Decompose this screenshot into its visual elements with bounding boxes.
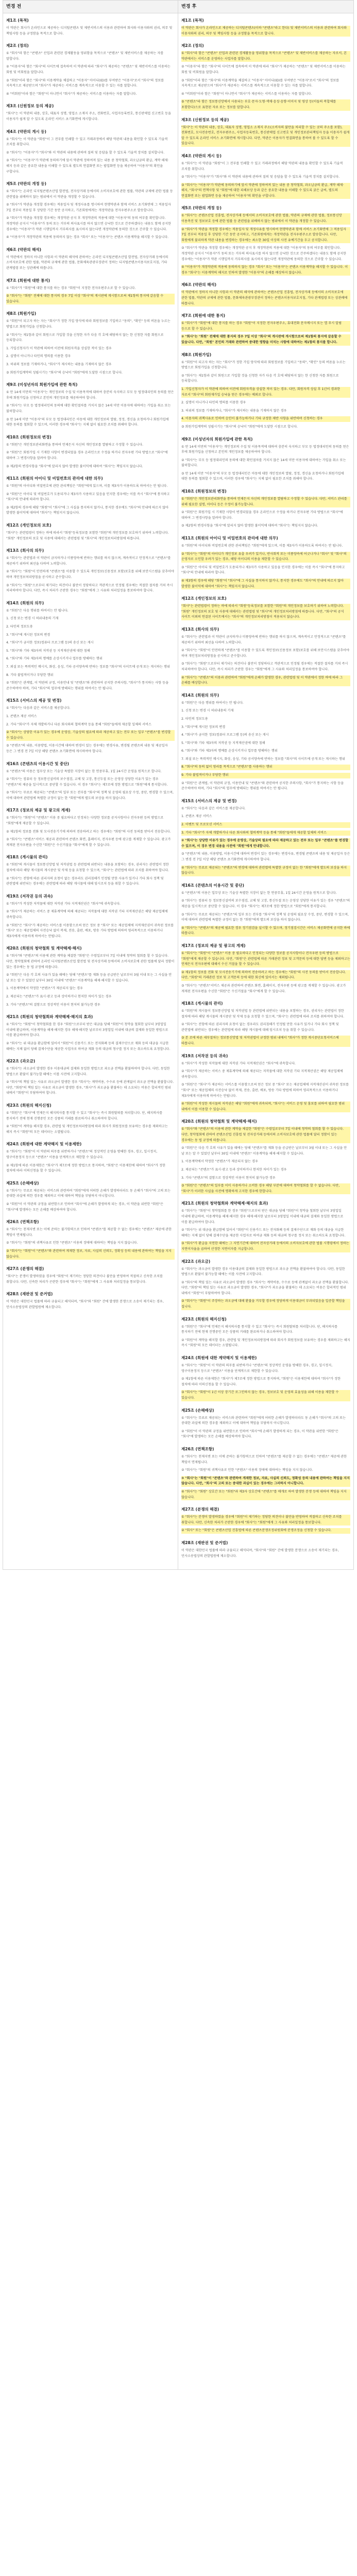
clause: ② 제1항에 따른 이용제한은 "회사"가 제7조에 정한 방법으로 통지하며, "회원"은 이용제한에 대하여 "회사"가 정한 절차에 따라 이의신청을 할 수 있습니다. [181, 1377, 341, 1386]
clause: "회사"는 관련법령이 정하는 바에 따라서 "회원"등록정보를 포함한 "회원"의 개인정보를 보호하기 위하여 노력합니다. "회원" 개인정보의 보호 및 사용에 대해서는 관련법령 및 "회사"의 개인정보처리방침에 따릅니다. [6, 531, 169, 540]
article-title: 제5조 (약관의 개정 등) [181, 206, 222, 211]
article-title: 제27조 (분쟁의 해결) [6, 1266, 44, 1272]
clause: 7. 외설 또는 폭력적인 메시지, 화상, 음성, 기타 공서양속에 반하는 정보를 "회사"의 사이트에 공개 또는 게시하는 행위 [181, 757, 345, 761]
changed-clause: ④ "회사"는 무료로 제공되는 "콘텐츠"의 변경에 대하여 관련법에 특별한 규정이 없는 한 "회원"에게 별도의 보상을 하지 않습니다. [181, 866, 350, 876]
article [6, 1219, 175, 1260]
changed-clause: ① "회사"는 분쟁이 발생하였을 경우에 "회원"이 제기하는 정당한 의견이나 불만을 반영하여 적절하고 신속한 조치를 취합니다. 다만, 신속한 처리가 곤란한 경우에 "회사"는 "회원"에게 그 사유와 처리일정을 통보합니다. [181, 1515, 350, 1526]
clause: ② "회원"은 다음 각 호의 사유가 있을 때에는 당해 "콘텐츠"를 재화 등을 공급받은 날로부터 3월 이내 또는 그 사실을 안 날 또는 알 수 있었던 날부터 30일 이내에 "콘텐츠" 이용계약을 해제·해지할 수 있습니다. [6, 973, 172, 982]
article-title: 제23조 (회원의 해지신청) [6, 1103, 52, 1108]
article-title: 제17조 (정보의 제공 및 광고의 게재) [181, 943, 246, 948]
article [181, 488, 350, 529]
changed-clause: 3. 기타 "회사"가 자체 개발하거나 다른 회사와의 협력계약 등을 통해 "회원"들에게 제공할 일체의 서비스 [181, 831, 350, 836]
article [6, 43, 175, 97]
clause: 2. 타인의 정보도용 [181, 717, 208, 721]
clause: ① "회사"는 무료로 제공되는 서비스와 관련하여 "회원"에게 어떠한 손해가 발생하더라도 동 손해가 "회사"의 고의 또는 중대한 과실에 의한 경우를 제외하고 이에 대하여 책임을 부담하지 아니합니다. [181, 1416, 346, 1426]
changed-clause: 9. 기타 불법적이거나 부당한 행위 [181, 773, 350, 778]
clause: ① "회사"는 천재지변 또는 이에 준하는 불가항력으로 인하여 "콘텐츠"를 제공할 수 없는 경우에는 "콘텐츠" 제공에 관한 책임이 면제됩니다. [6, 1228, 172, 1237]
changed-clause: ② "회사"가 약관을 개정할 경우에는 적용일자 및 개정사유를 명시하여 현행약관과 함께 서비스 초기화면에 그 적용일자 7일 전부터 적용일 후 상당한 기간 동안 공지하고, 기존회원에게는 개정약관을 전자우편주소로 발송합니다. 다만, 회원에게 불리하게 약관 내용을 변경하는 경우에는 최소한 30일 이상의 사전 유예기간을 두고 공지합니다. [181, 227, 350, 244]
changed-clause: ① "회사"라 함은 "콘텐츠" 산업과 관련된 경제활동을 영위함을 목적으로 "콘텐츠" 및 제반서비스를 제공하는 자로서, 본 약관에서는 서비스를 운영하는 사업자를 말합니다. [181, 51, 350, 62]
after-column-header: 변경 후 [178, 1, 353, 13]
article [6, 247, 175, 272]
clause: ② "회사"가 제공하는 서비스 중 제휴계약에 의해 제공되는 저작물에 대한 저작권 기타 지적재산권은 해당 제공업체에 귀속합니다. [181, 1070, 343, 1079]
clause: ③ "회사"는 무료로 제공되는 "콘텐츠"의 일부 또는 전부를 "회사"의 정책 및 운영의 필요상 수정, 중단, 변경할 수 있으며, 이에 대하여 관련법에 특별한 규정이 없는 한 "회원"에게 별도의 보상을 하지 않습니다. [181, 912, 349, 922]
clause: ① "회원"은 "회사"에 언제든지 해지의사를 통지할 수 있고 "회사"는 즉시 회원탈퇴를 처리합니다. 단, 해지의사를 통지하기 전에 현재 진행중인 모든 상품의 거래를 완료하거나 취소하여야 합니다. [6, 1111, 163, 1121]
clause: ① "회원"의 아이디와 비밀번호에 관한 관리책임은 "회원"에게 있으며, 이를 제3자가 이용하도록 하여서는 안 됩니다. [6, 484, 168, 488]
changed-clause: ② "회사"는 "회원" 전체에 대한 통지의 경우 7일 이상 "회사"의 게시판에 게시함으로써 제1항의 통지에 갈음할 수 있습니다. 다만, "회원" 본인의 거래와 관련하여 중대한 영향을 미치는 사항에 대하여는 제1항의 통지를 합니다. [181, 334, 350, 345]
article-title: 제20조 (회원의 청약철회 및 계약해제·해지) [181, 1119, 257, 1124]
clause: 7. 외설 또는 폭력적인 메시지, 화상, 음성, 기타 공서양속에 반하는 정보를 "회사"의 사이트에 공개 또는 게시하는 행위 [6, 665, 170, 669]
article [181, 1446, 350, 1500]
article [181, 43, 350, 110]
article [181, 282, 350, 307]
clause: ③ "회사"가 약관을 개정할 경우에는 개정약관 공지 후 개정약관의 적용에 대한 "이용자"의 동의 여부를 확인합니다. 개정약관 공지시 "이용자"가 동의 또는 거부의 의사표시를 하지 않으면 승낙한 것으로 간주하겠다는 내용도 함께 공지한 경우에는 "이용자"가 약관 시행일까지 거부의사를 표시하지 않는다면 개정약관에 동의한 것으로 간주할 수 있습니다. [6, 216, 172, 231]
article-title: 제23조 (회원의 해지신청) [181, 1316, 227, 1321]
clause: 4. "회사"가 금지한 정보(컴퓨터 프로그램 등)의 송신 또는 게시 [6, 641, 94, 645]
article [181, 1200, 350, 1252]
clause: 8. 기타 불법적이거나 부당한 행위 [6, 673, 54, 677]
changed-clause: 2. 이벤트 및 프로모션 서비스 [181, 822, 350, 828]
changed-clause: ② "회사"는 상당한 이유가 있는 경우에 운영상, 기술상의 필요에 따라 제공하고 있는 전부 또는 일부 "콘텐츠"를 변경할 수 있으며, 이 경우 변경 내용을 사전에 "회원"에게 안내합니다. [181, 838, 350, 849]
clause: ① "회사"라 함은 "콘텐츠" 산업과 관련된 경제활동을 영위함을 목적으로 "콘텐츠" 및 제반서비스를 제공하는 자를 말합니다. [6, 52, 164, 61]
after-column-body [178, 13, 353, 1569]
article [6, 893, 175, 940]
clause: ④ "비회원"이라 함은 "회원"이 아니면서 "회사"가 제공하는 서비스를 이용하는 자를 말합니다. [181, 92, 312, 96]
changed-clause: ④ "이용자"가 개정약관의 적용에 동의하지 않는 경우 "회사" 또는 "이용자"는 콘텐츠 이용계약을 해지할 수 있습니다. 이 경우 "회사"는 이용계약의 해지로 인하여 발생한 "이용자"의 손해를 배상하지 않습니다. [181, 265, 350, 276]
clause: ② "회사"의 책임 있는 사유로 과오금이 발생한 경우 "회사"는 계약비용, 수수료 등에 관계없이 과오금 전액을 환불합니다. 다만, "회원"의 책임 있는 사유로 과오금이 발생한 경우, "회사"가 과오금을 환불하는 데 소요되는 비용은 합리적인 범위 내에서 "회원"이 부담하여야 합니다. [181, 1280, 349, 1295]
clause: ③ "회사"는 "회원"으로부터 제기되는 의견이나 불만이 정당하다고 객관적으로 인정될 경우에는 적절한 절차를 거쳐 즉시 처리하여야 합니다. 다만, 즉시 처리가 곤란한 경우는 "회원"에게 그 사유와 처리일정을 통보하여야 합니다. [181, 662, 348, 671]
article-title: 제14조 (회원의 의무) [6, 600, 44, 605]
clause: ① "회원"은 다음 행위를 하여서는 안 됩니다. [181, 701, 244, 705]
changed-clause: 1. 가입신청자가 이 약관에 의하여 이전에 회원자격을 상실한 적이 있는 경우. 다만, 회원자격 상실 후 1년이 경과한 자로서 "회사"의 회원재가입 승낙을 얻은 경우에는 예외로 합니다. [181, 387, 350, 398]
clause: ② "회사"는 "회원"이 안전하게 "콘텐츠"를 이용할 수 있도록 개인정보(신용정보 포함)보호를 위해 보안시스템을 갖추어야 하며 개인정보처리방침을 공시하고 준수합니다. [6, 570, 174, 580]
article [181, 692, 350, 792]
article [181, 798, 350, 876]
changed-clause: ③ "회사"가 환급을 지연한 때에는 그 지연기간에 대하여 전자상거래 등에서의 소비자보호에 관한 법률 시행령에서 정하는 지연이자율을 곱하여 산정한 지연이자를 지급합니다. [181, 1241, 350, 1252]
clause: 3. 기타 "콘텐츠"의 결함으로 정상적인 이용이 현저히 불가능한 경우 [181, 1176, 276, 1180]
before-column-body [3, 13, 178, 1321]
clause: ① "회사"는 천재지변 또는 이에 준하는 불가항력으로 인하여 "콘텐츠"를 제공할 수 없는 경우에는 "콘텐츠" 제공에 관한 책임이 면제됩니다. [181, 1454, 347, 1464]
article [181, 1355, 350, 1401]
clause: ② "회원"은 회원가입 시 기재한 사항이 변경되었을 경우 온라인으로 수정을 하거나 전자우편 기타 방법으로 "회사"에 대하여 그 변경사항을 알려야 합니다. [6, 451, 168, 460]
clause: ① "회사"는 "회원"이 이 약관의 의무를 위반하거나 "콘텐츠"의 정상적인 운영을 방해한 경우, 경고, 일시정지, 영구이용정지 등으로 "콘텐츠" 이용을 단계적으로 제한할 수 있습니다. [6, 1150, 158, 1160]
article-title: 제28조 (재판권 및 준거법) [6, 1292, 53, 1297]
article [6, 382, 175, 428]
article-title: 제21조 (회원의 청약철회와 계약해제·해지의 효과) [181, 1201, 268, 1206]
clause: ② "회원"은 관계법, 이 약관의 규정, 이용안내 및 "콘텐츠"와 관련하여 공지한 주의사항, "회사"가 통지하는 사항 등을 준수하여야 하며, 기타 "회사"의 업무에 방해되는 행위를 하여서는 안 됩니다. [6, 681, 169, 690]
before-column [3, 0, 178, 1570]
clause: ③ 회원가입계약의 성립시기는 "회사"의 승낙이 "회원"에게 도달한 시점으로 합니다. [6, 370, 123, 375]
clause: 1. 콘텐츠 제공 서비스 [6, 714, 37, 718]
clause: ③ "회사"는 무료로 제공되는 "콘텐츠"의 일부 또는 전부를 "회사"의 정책 및 운영의 필요상 수정, 중단, 변경할 수 있으며, 이에 대하여 관련법에 특별한 규정이 없는 한 "회원"에게 별도의 보상을 하지 않습니다. [6, 791, 174, 800]
comparison-table [3, 0, 354, 1570]
clause: 3. "회사"에 게시된 정보의 변경 [6, 633, 50, 637]
clause: 이 약관에서 정하지 아니한 사항과 이 약관의 해석에 관하여는 온라인 디지털콘텐츠산업 발전법, 전자상거래 등에서의 소비자보호에 관한 법률, 약관의 규제에 관한 법률, 문화체육관광부장관이 정하는 디지털콘텐츠이용자보호지침, 기타 관계법령 또는 상관례에 따릅니다. [6, 255, 168, 270]
clause: ① "회사"는 다음과 같은 서비스를 제공합니다. [6, 706, 71, 710]
article [181, 436, 350, 483]
article [181, 1118, 350, 1194]
clause: ② "회원"이 계약을 해지할 경우, 관련법 및 개인정보처리방침에 따라 회사가 회원정보를 보유하는 경우를 제외하고는 해지 즉시 "회원"의 모든 데이터는 소멸됩니다. [6, 1125, 168, 1134]
clause: 5. "회사"와 기타 제3자의 저작권 등 지적재산권에 대한 침해 [6, 649, 90, 653]
article-title: 제19조 (저작권 등의 귀속) [181, 1053, 228, 1058]
article-title: 제28조 (재판권 및 준거법) [181, 1540, 228, 1545]
article-title: 제22조 (과오금) [6, 1059, 36, 1064]
clause: ① 만 14세 미만의 "이용자"는 개인정보의 수집 및 이용목적에 대하여 충분히 숙지하고 부모 등 법정대리인의 동의를 얻은 후에 회원가입을 신청하고 본인의 개인정보를 제공하여야 합니다. [6, 391, 174, 400]
changed-clause: ① "회사"는 "회원"이 "콘텐츠" 이용 중 필요하다고 인정되는 다양한 정보를 공지사항이나 전자우편 등의 방법으로 "회원"에게 제공할 수 있습니다. 다만, "회원"은 관련법에 따른 거래관련 정보 및 고객문의 등에 대한 답변 등을 제외하고는 언제든지 전자우편에 대해서 수신 거절을 할 수 있습니다. [181, 951, 350, 968]
clause: 3. 허위의 정보를 기재하거나, "회사"가 제시하는 내용을 기재하지 않은 경우 [6, 362, 112, 366]
article-title: 제11조 (회원의 아이디 및 비밀번호의 관리에 대한 의무) [6, 476, 103, 481]
article-title: 제15조 (서비스의 제공 및 변경) [181, 798, 237, 803]
clause: 3. "회사"에 게시된 정보의 변경 [181, 725, 226, 729]
article-title: 제10조 (회원정보의 변경) [6, 434, 52, 439]
article-title: 제9조 (미성년자의 회원가입에 관한 특칙) [181, 436, 253, 442]
changed-clause: ① "회사"가 "회원"에 대한 통지를 하는 경우 "회원"이 지정한 전자우편주소, 휴대전화 문자메시지 또는 앱 푸시 알림 등으로 할 수 있습니다. [181, 321, 350, 332]
article [181, 943, 350, 994]
article-title: 제6조 (약관의 해석) [6, 247, 42, 252]
article [6, 522, 175, 541]
article-title: 제10조 (회원정보의 변경) [181, 489, 227, 494]
clause: ③ "회원"은 "회사"가 제공하는 서비스를 이용함으로써 얻은 정보 중 "회사" 또는 제공업체에 지적재산권이 귀속된 정보를 "회사" 또는 제공업체의 사전승낙 없이 복제, 전송, 출판, 배포, 방송 기타 방법에 의하여 영리목적으로 이용하거나 제3자에게 이용하게 하여서는 안됩니다. [6, 923, 174, 938]
article [181, 117, 350, 147]
clause: 1. 이용계약에서 약정한 "콘텐츠"가 제공되지 않는 경우 [181, 1160, 258, 1164]
before-column-header: 변경 전 [3, 1, 178, 13]
clause: ③ "회원"이라 함은 "회사"와 이용계약을 체결하고 "이용자" 아이디(ID)를 부여받은 "이용자"로서 "회사"의 정보를 지속적으로 제공받으며 "회사"가 제공하는 서비스를 계속적으로 이용할 수 있는 자를 말합니다. [181, 78, 339, 88]
clause: 4. "회사"가 금지한 정보(컴퓨터 프로그램 등)의 송신 또는 게시 [181, 733, 269, 737]
clause: ③ "회사"는 "회원"으로부터 제기되는 의견이나 불만이 정당하다고 객관적으로 인정될 경우에는 적절한 절차를 거쳐 즉시 처리하여야 합니다. 다만, 즉시 처리가 곤란한 경우는 "회원"에게 그 사유와 처리일정을 통보하여야 합니다. [6, 583, 173, 593]
clause: ① "회사"는 "회원"이 청약철회를 한 경우 "회원"으로부터 받은 대금을 당해 "회원"이 청약을 철회한 날부터 3영업일 이내에 환급하며, 이용계약을 해제·해지한 경우 해제·해지한 날로부터 3영업일 이내에 대금의 결제와 동일한 방법으로 이를 환급하여야 합니다. [181, 1209, 344, 1224]
after-column [178, 0, 354, 1570]
article-title: 제12조 (개인정보의 보호) [181, 596, 227, 601]
clause: ③ "콘텐츠"의 내용, 이용방법, 이용시간에 대하여 변경이 있는 경우에는 변경사유, 변경될 콘텐츠의 내용 및 제공일자 등은 그 변경 전 7일 이상 해당 콘텐츠 초기화면에 게시하여야 합니다. [6, 744, 168, 753]
clause: 2. 타인의 정보도용 [6, 625, 33, 629]
article-title: 제18조 (게시물의 관리) [6, 855, 48, 860]
clause: ③ "회원"이라 함은 "회사"와 이용계약을 체결하고 "이용자" 아이디(ID)를 부여받은 "이용자"로서 "회사"의 정보를 지속적으로 제공받으며 "회사"가 제공하는 서비스를 계속적으로 이용할 수 있는 자를 말합니다. [6, 78, 164, 88]
clause: 이 약관은 대한민국 법률에 따라 규율되고 해석되며, "회사"와 "회원" 간에 발생한 분쟁으로 소송이 제기되는 경우, 민사소송법상의 관할법원에 제소합니다. [6, 1300, 164, 1309]
article-title: 제11조 (회원의 아이디 및 비밀번호의 관리에 대한 의무) [181, 536, 278, 541]
article-title: 제13조 (회사의 의무) [6, 548, 44, 553]
clause: 이 약관은 회사가 온라인으로 제공하는 디지털콘텐츠 및 제반서비스의 이용과 관련하여 회사와 이용자와의 권리, 의무 및 책임사항 등을 규정함을 목적으로 합니다. [6, 26, 173, 36]
clause: 1. 이용계약에서 약정한 "콘텐츠"가 제공되지 않는 경우 [6, 987, 83, 991]
article-title: 제1조 (목적) [6, 18, 29, 23]
changed-clause: ③ "회사"는 "이용자"가 약관에 동의하기에 앞서 약관에 정하여져 있는 내용 중 청약철회, 과오납금의 환급, 계약 해제·해지, "회사"의 면책사항 및 "회원"에 대한 피해보상 등과 같은 중요한 내용을 이해할 수 있도록 굵은 글씨, 별도의 연결화면 또는 팝업화면 등을 제공하여 "이용자"의 확인을 구합니다. [181, 183, 350, 199]
changed-clause: ④ "회사"는 "회원" 상호간 또는 "회원"과 제3자 상호간에 "콘텐츠"를 매개로 하여 발생한 분쟁 등에 대하여 책임을 지지 않습니다. [181, 1489, 350, 1500]
clause: ① "회사"는 "회원"이 "콘텐츠" 이용 중 필요하다고 인정되는 다양한 정보를 공지사항이나 전자우편 등의 방법으로 "회원"에게 제공할 수 있습니다. [6, 816, 164, 826]
clause: ② "회사"는 컴퓨터 등 정보통신설비의 보수점검, 교체 및 고장, 통신두절 또는 운영상 상당한 이유가 있는 경우 "콘텐츠"의 제공을 일시적으로 중단할 수 있습니다. 이 경우 "회사"는 제7조에 정한 방법으로 "회원"에게 통지합니다. [6, 777, 168, 787]
clause: ① "회원"이 되고자 하는 자는 "회사"가 정한 가입 양식에 따라 회원정보를 기입하고 "동의", "확인" 등의 버튼을 누르는 방법으로 회원가입을 신청합니다. [6, 319, 171, 329]
clause: 5. "회사"와 기타 제3자의 저작권 등 지적재산권에 대한 침해 [181, 741, 265, 745]
article [6, 854, 175, 887]
clause: ① "회사"는 이 약관을 "회원"이 그 전부를 인쇄할 수 있고 거래과정에서 해당 약관의 내용을 확인할 수 있도록 기술적 조치를 취합니다. [181, 161, 343, 171]
article-title: 제3조 (신원정보 등의 제공) [6, 104, 54, 109]
changed-clause: ② "회사"는 상당한 이유가 있는 경우에 운영상, 기술상의 필요에 따라 제공하고 있는 전부 또는 일부 "콘텐츠"를 변경할 수 있습니다. [6, 730, 175, 741]
clause: ① "회사"가 작성한 저작물에 대한 저작권 기타 지적재산권은 "회사"에 귀속합니다. [181, 1061, 296, 1065]
clause: ② "회원"은 다음 각 호의 사유가 있을 때에는 당해 "콘텐츠"를 재화 등을 공급받은 날로부터 3월 이내 또는 그 사실을 안 날 또는 알 수 있었던 날부터 30일 이내에 "콘텐츠" 이용계약을 해제·해지할 수 있습니다. [181, 1146, 347, 1156]
changed-clause: ③ "회사"는 "회원"이 "콘텐츠"와 관련하여 게재한 정보, 자료, 사실의 신뢰도, 정확성 등의 내용에 관하여는 책임을 지지 않습니다. [6, 1249, 175, 1260]
article [6, 476, 175, 516]
clause: ① "회원"의 게시물이 정보통신망법 및 저작권법 등 관련법에 위반되는 내용을 포함하는 경우, 권리자는 관련법이 정한 절차에 따라 해당 게시물의 게시중단 및 삭제 등을 요청할 수 있으며, "회사"는 관련법에 따라 조치를 취하여야 합니다. [181, 1009, 345, 1019]
clause: "회사"는 분쟁이 발생하였을 경우에 "회원"이 제기하는 정당한 의견이나 불만을 반영하여 적절하고 신속한 조치를 취합니다. 다만, 신속한 처리가 곤란한 경우에 "회사"는 "회원"에게 그 사유와 처리일정을 통보합니다. [6, 1275, 163, 1284]
article-title: 제25조 (손해배상) [6, 1180, 39, 1185]
clause: ① "회사"가 작성한 저작물에 대한 저작권 기타 지적재산권은 "회사"에 귀속합니다. [6, 902, 121, 906]
article [6, 1141, 175, 1174]
clause: ① "회사"는 관련법과 이 약관이 금지하거나 미풍양속에 반하는 행위를 하지 않으며, 계속적이고 안정적으로 "콘텐츠"를 제공하기 위하여 최선을 다하여 노력합니다. [6, 556, 171, 566]
clause: ① "회사"는 이 약관을 "회원"이 그 전부를 인쇄할 수 있고 거래과정에서 해당 약관의 내용을 확인할 수 있도록 기술적 조치를 취합니다. [6, 137, 168, 147]
article [181, 596, 350, 620]
article [6, 761, 175, 802]
clause: ① "회원"은 "회사"에 언제든지 해지의사를 통지할 수 있고 "회사"는 즉시 회원탈퇴를 처리합니다. 단, 해지의사를 통지하기 전에 현재 진행중인 모든 상품의 거래를 완료하거나 취소하여야 합니다. [181, 1325, 338, 1334]
clause: 6. "회사"와 기타 제3자의 명예를 손상시키거나 업무를 방해하는 행위 [181, 749, 278, 753]
clause: ② "이용자"라 함은 "회사"의 사이트에 접속하여 이 약관에 따라 "회사"가 제공하는 "콘텐츠" 및 제반서비스를 이용하는 회원 및 비회원을 말합니다. [6, 65, 171, 74]
article [181, 352, 350, 430]
clause: ① "회사"는 과오금이 발생한 경우 이용대금의 결제와 동일한 방법으로 과오금 전액을 환불하여야 합니다. 다만, 동일한 방법으로 환불이 불가능할 때에는 이를 사전에 고지합니다. [6, 1067, 170, 1076]
article-title: 제16조 (콘텐츠의 이용시간 및 중단) [6, 761, 69, 766]
clause: ② "회사"의 책임 있는 사유로 과오금이 발생한 경우 "회사"는 계약비용, 수수료 등에 관계없이 과오금 전액을 환불합니다. 다만, "회원"의 책임 있는 사유로 과오금이 발생한 경우, "회사"가 과오금을 환불하는 데 소요되는 비용은 합리적인 범위 내에서 "회원"이 부담하여야 합니다. [6, 1080, 174, 1095]
article-title: 제26조 (면책조항) [6, 1219, 39, 1225]
clause: ② "회사"는 위 대금을 환급함에 있어서 "회원"이 신용카드 또는 전자화폐 등의 결제수단으로 재화 등의 대금을 지급한 때에는 지체 없이 당해 결제수단을 제공한 사업자로 하여금 재화 등의 대금의 청구를 정지 또는 취소하도록 요청합니다. [6, 1041, 171, 1051]
article [181, 1259, 350, 1310]
article [181, 205, 350, 276]
article [6, 807, 175, 848]
clause: 6. "회사"와 기타 제3자의 명예를 손상시키거나 업무를 방해하는 행위 [6, 657, 103, 661]
article [181, 1053, 350, 1113]
changed-clause: ② "회사" 또는 "회원"은 콘텐츠산업 진흥법에 따른 콘텐츠분쟁조정위원회에 분쟁조정을 신청할 수 있습니다. [181, 1528, 350, 1534]
article-title: 제6조 (약관의 해석) [181, 282, 217, 287]
clause: ② "회사"는 전항에 따른 권리자의 요청이 없는 경우라도 권리침해가 인정될 만한 사유가 있거나 기타 회사 정책 및 관련법에 위반되는 경우에는 관련법에 따라 해당 게시물에 대해 임시조치 등을 취할 수 있습니다. [6, 876, 164, 886]
article [181, 1408, 350, 1440]
article [181, 1316, 350, 1349]
clause: 2. 기타 "회사"가 자체 개발하거나 다른 회사와의 협력계약 등을 통해 "회원"들에게 제공할 일체의 서비스 [6, 722, 151, 726]
clause: ③ "회원"은 "회사"가 제공하는 서비스를 이용함으로써 얻은 정보 중 "회사" 또는 제공업체에 지적재산권이 귀속된 정보를 "회사" 또는 제공업체의 사전승낙 없이 복제, 전송, 출판, 배포, 방송 기타 방법에 의하여 영리목적으로 이용하거나 제3자에게 이용하게 하여서는 안됩니다. [181, 1083, 349, 1098]
clause: ① "콘텐츠"의 이용은 업무상 또는 기술상 특별한 지장이 없는 한 연중무휴, 1일 24시간 운영을 원칙으로 합니다. [181, 891, 337, 895]
clause: ① "회원"이 되고자 하는 자는 "회사"가 정한 가입 양식에 따라 회원정보를 기입하고 "동의", "확인" 등의 버튼을 누르는 방법으로 회원가입을 신청합니다. [181, 360, 346, 370]
clause: ④ "이용자"가 개정약관의 적용에 동의하지 않는 경우 "회사" 또는 "이용자"는 콘텐츠 이용계약을 해지할 수 있습니다. [6, 235, 169, 240]
changed-clause: ① "회원"은 개인정보관리화면을 통하여 언제든지 자신의 개인정보를 열람하고 수정할 수 있습니다. 다만, 서비스 관리를 위해 필요한 실명, 아이디 등은 수정이 불가능합니다. [181, 497, 350, 507]
changed-clause: ③ "회사"는 "회원"이 주장하는 과오금에 대해 환불을 거부할 경우에 정당하게 이용대금이 부과되었음을 입증할 책임을 집니다. [181, 1299, 350, 1310]
article [6, 1266, 175, 1285]
article-title: 제14조 (회원의 의무) [181, 692, 219, 698]
article [6, 600, 175, 692]
clause: ② "회사"는 "회원"의 귀책사유로 인한 "콘텐츠" 이용의 장애에 대하여는 책임을 지지 않습니다. [181, 1468, 313, 1472]
article [6, 311, 175, 376]
changed-clause: 8. "회사"의 동의 없이 영리를 목적으로 "콘텐츠"를 사용하는 행위 [181, 765, 350, 770]
clause: ② "회원"은 관계법, 이 약관의 규정, 이용안내 및 "콘텐츠"와 관련하여 공지한 주의사항, "회사"가 통지하는 사항 등을 준수하여야 하며, 기타 "회사"의 업무에 방해되는 행위를 하여서는 안 됩니다. [181, 781, 344, 791]
clause: ① "콘텐츠"의 이용은 업무상 또는 기술상 특별한 지장이 없는 한 연중무휴, 1일 24시간 운영을 원칙으로 합니다. [6, 769, 162, 773]
article-title: 제2조 (정의) [6, 43, 29, 48]
article-title: 제3조 (신원정보 등의 제공) [181, 117, 229, 122]
clause: ① "회사"가 "회원"에 대한 통지를 하는 경우 "회원"이 지정한 전자우편주소로 할 수 있습니다. [6, 286, 136, 290]
clause: ② "회원"은 회원가입 시 기재한 사항이 변경되었을 경우 온라인으로 수정을 하거나 전자우편 기타 방법으로 "회사"에 대하여 그 변경사항을 알려야 합니다. [181, 511, 343, 520]
article-title: 제4조 (약관의 게시 등) [181, 153, 222, 158]
article-title: 제8조 (회원가입) [181, 352, 212, 357]
article [6, 945, 175, 1008]
article [6, 548, 175, 594]
article [181, 626, 350, 686]
clause: 3. 허위의 정보를 기재하거나, "회사"가 제시하는 내용을 기재하지 않은 경우 [181, 409, 287, 413]
article-title: 제20조 (회원의 청약철회 및 계약해제·해지) [6, 946, 82, 951]
clause: ③ "회원"은 아이디 및 비밀번호가 도용되거나 제3자가 사용하고 있음을 인지한 경우에는 이를 즉시 "회사"에 통지하고 "회사"의 안내에 따라야 합니다. [181, 565, 345, 575]
changed-clause: ① "회사"와 "콘텐츠"의 이용에 관한 계약을 체결한 "회원"은 수령일로부터 7일 이내에 청약의 철회를 할 수 있습니다. 다만, 청약철회에 관하여 콘텐츠산업 진흥법 및 전자상거래 등에서의 소비자보호에 관한 법률에 달리 정함이 있는 경우에는 동 법 규정에 따릅니다. [181, 1127, 350, 1143]
clause: ② "회사"는 전항에 따른 권리자의 요청이 없는 경우라도 권리침해가 인정될 만한 사유가 있거나 기타 회사 정책 및 관련법에 위반되는 경우에는 관련법에 따라 해당 게시물에 대해 임시조치 등을 취할 수 있습니다. [181, 1023, 339, 1032]
article-title: 제18조 (게시물의 관리) [181, 1001, 223, 1006]
changed-clause: ② "회사"는 "회원" 전체에 대한 통지의 경우 7일 이상 "회사"의 게시판에 게시함으로써 제1항의 통지에 갈음할 수 있습니다. [6, 294, 175, 304]
article-title: 제9조 (미성년자의 회원가입에 관한 특칙) [6, 382, 78, 387]
article-title: 제17조 (정보의 제공 및 광고의 게재) [6, 808, 71, 813]
article [6, 1103, 175, 1135]
article-title: 제2조 (정의) [181, 43, 204, 48]
clause: ③ 제2항의 변경사항을 "회사"에 알리지 않아 발생한 불이익에 대하여 "회사"는 책임지지 않습니다. [181, 524, 318, 528]
article [6, 1180, 175, 1213]
clause: 1. 가입신청자가 이 약관에 의하여 이전에 회원자격을 상실한 적이 있는 경우 [6, 346, 112, 350]
article-title: 제4조 (약관의 게시 등) [6, 129, 46, 134]
clause: 1. 신청 또는 변경 시 허위내용의 기재 [6, 617, 59, 621]
article-title: 제7조 (회원에 대한 통지) [6, 278, 50, 283]
clause: ② "회사"가 약관을 개정할 경우에는 적용일자 및 개정사유를 명시하여 현행약관과 함께 서비스 초기화면에 그 적용일자 7일 전부터 적용일 후 상당한 기간 동안 공지하고, 기존회원에게는 개정약관을 전자우편주소로 발송합니다. [6, 203, 171, 212]
article-title: 제27조 (분쟁의 해결) [181, 1507, 219, 1512]
clause: ① 만 14세 미만의 "이용자"는 개인정보의 수집 및 이용목적에 대하여 충분히 숙지하고 부모 등 법정대리인의 동의를 얻은 후에 회원가입을 신청하고 본인의 개인정보를 제공하여야 합니다. [181, 445, 349, 454]
clause: ② "회사"는 "회원"의 귀책사유로 인한 "콘텐츠" 이용의 장애에 대하여는 책임을 지지 않습니다. [6, 1241, 138, 1245]
clause: 1. 콘텐츠 제공 서비스 [181, 815, 212, 819]
clause: "회사"는 이 약관의 내용, 상호, 대표자 성명, 영업소 소재지 주소, 전화번호, 사업자등록번호, 통신판매업 신고번호 등을 이용자가 쉽게 알 수 있도록 온라인 서비스 초기화면에 게시합니다. [6, 112, 171, 121]
clause: ③ 만 14세 미만 "이용자"의 부모 등 법정대리인은 아동에 대한 개인정보의 열람, 정정, 갱신을 요청하거나 회원가입에 대한 동의를 철회할 수 있으며, 이러한 경우에 "회사"는 지체 없이 필요한 조치를 취해야 합니다. [6, 417, 169, 427]
clause: ② "회사"는 "이용자"가 "회사"와 이 약관의 내용에 관하여 질의 및 응답을 할 수 있도록 기술적 장치를 설치합니다. [6, 150, 165, 155]
clause: ③ 만 14세 미만 "이용자"의 부모 등 법정대리인은 아동에 대한 개인정보의 열람, 정정, 갱신을 요청하거나 회원가입에 대한 동의를 철회할 수 있으며, 이러한 경우에 "회사"는 지체 없이 필요한 조치를 취해야 합니다. [181, 471, 344, 481]
clause: ③ 회원가입계약의 성립시기는 "회사"의 승낙이 "회원"에게 도달한 시점으로 합니다. [181, 425, 298, 429]
clause: ① "회사"는 다음과 같은 서비스를 제공합니다. [181, 806, 246, 810]
article [6, 1014, 175, 1052]
clause: ② 제1항의 정보를 전화 및 모사전송기기에 의하여 전송하려고 하는 경우에는 "회원"의 사전 동의를 받아서 전송합니다. [6, 829, 171, 834]
clause: 1. 신청 또는 변경 시 허위내용의 기재 [181, 709, 234, 713]
clause: 2. 제공되는 "콘텐츠"가 표시·광고 등과 상이하거나 현저한 차이가 있는 경우 [6, 994, 112, 998]
changed-clause: ② "회사"는 "회원"의 아이디가 개인정보 유출 우려가 있거나, 반사회적 또는 미풍양속에 어긋나거나 "회사" 및 "회사"의 운영자로 오인할 우려가 있는 경우, 해당 아이디의 이용을 제한할 수 있습니다. [181, 552, 350, 563]
clause: ① "회사"는 무료로 제공되는 서비스와 관련하여 "회원"에게 어떠한 손해가 발생하더라도 동 손해가 "회사"의 고의 또는 중대한 과실에 의한 경우를 제외하고 이에 대하여 책임을 부담하지 아니합니다. [6, 1189, 171, 1198]
article [181, 1540, 350, 1559]
clause: ② "회원"이 이 약관의 규정을 위반함으로 인하여 "회사"에 손해가 발생하게 되는 경우, 이 약관을 위반한 "회원"은 "회사"에 발생하는 모든 손해를 배상하여야 합니다. [181, 1429, 339, 1439]
article [181, 313, 350, 345]
article-title: 제25조 (손해배상) [181, 1408, 214, 1413]
changed-clause: ③ "회사"는 "회원"이 1년 이상 장기간 로그인하지 않는 경우, 정보보호 및 운영의 효율성을 위해 이용을 제한할 수 있습니다. [181, 1390, 350, 1401]
article [6, 1291, 175, 1310]
clause: ③ "콘텐츠"의 내용, 이용방법, 이용시간에 대하여 변경이 있는 경우에는 변경사유, 변경될 콘텐츠의 내용 및 제공일자 등은 그 변경 전 7일 이상 해당 콘텐츠 초기화면에 게시하여야 합니다. [181, 852, 350, 861]
clause: ③ "회사"는 "콘텐츠"서비스 제공과 관련하여 콘텐츠 화면, 홈페이지, 전자우편 등에 광고를 게재할 수 있습니다. 광고가 게재된 전자우편을 수신한 "회원"은 수신거절을 "회사"에게 할 수 있습니다. [6, 838, 171, 847]
article-title: 제5조 (약관의 개정 등) [6, 181, 46, 187]
clause: ② "회원"은 아이디 및 비밀번호가 도용되거나 제3자가 사용하고 있음을 인지한 경우에는 이를 즉시 "회사"에 통지하고 "회사"의 안내에 따라야 합니다. [6, 492, 170, 502]
clause: ② "회사"가 제공하는 서비스 중 제휴계약에 의해 제공되는 저작물에 대한 저작권 기타 지적재산권은 해당 제공업체에 귀속합니다. [6, 910, 168, 919]
clause: 3. 기타 "콘텐츠"의 결함으로 정상적인 이용이 현저히 불가능한 경우 [6, 1003, 100, 1007]
article-title: 제26조 (면책조항) [181, 1446, 214, 1451]
article [181, 535, 350, 589]
clause: ② 제1항에 따른 이용제한은 "회사"가 제7조에 정한 방법으로 통지하며, "회원"은 이용제한에 대하여 "회사"가 정한 절차에 따라 이의신청을 할 수 있습니다. [6, 1163, 166, 1173]
changed-clause: ④ "회원"이 작성한 게시물의 저작권은 해당 "회원"에게 귀속되며, "회사"는 서비스 운영 및 홍보를 위하여 필요한 범위 내에서 이를 이용할 수 있습니다. [181, 1101, 350, 1112]
article-title: 제16조 (콘텐츠의 이용시간 및 중단) [181, 883, 244, 888]
article-title: 제8조 (회원가입) [6, 311, 37, 316]
article [6, 1058, 175, 1096]
clause: ① "회원"은 개인정보관리화면을 통하여 언제든지 자신의 개인정보를 열람하고 수정할 수 있습니다. [6, 443, 143, 447]
clause: ② "회사"는 "회원"이 안전하게 "콘텐츠"를 이용할 수 있도록 개인정보(신용정보 포함)보호를 위해 보안시스템을 갖추어야 하며 개인정보처리방침을 공시하고 준수합니다. [181, 649, 349, 658]
clause: ① "회사"는 관련법과 이 약관이 금지하거나 미풍양속에 반하는 행위를 하지 않으며, 계속적이고 안정적으로 "콘텐츠"를 제공하기 위하여 최선을 다하여 노력합니다. [181, 635, 346, 645]
clause: 2. 실명이 아니거나 타인의 명의를 이용한 경우 [181, 401, 246, 405]
article [181, 18, 350, 37]
changed-clause: ④ "회사"는 "콘텐츠"의 이용과 관련하여 "회원"에게 손해가 발생한 경우, 관련법령 및 이 약관에서 정한 바에 따라 그 손해를 배상합니다. [181, 675, 350, 686]
article [181, 1001, 350, 1047]
changed-clause: ④ 제3항의 경우에 해당 "회원"이 "회사"에 그 사실을 통지하지 않거나, 통지한 경우에도 "회사"의 안내에 따르지 않아 발생한 불이익에 대하여 "회사"는 책임지지 않습니다. [181, 579, 350, 589]
clause: ② "회사"는 부모 등 법정대리인의 동의에 대한 확인절차를 거치지 않은 14세 미만 이용자에 대하여는 가입을 취소 또는 불허합니다. [6, 404, 171, 413]
article [181, 153, 350, 199]
article-title: 제15조 (서비스의 제공 및 변경) [6, 698, 62, 703]
changed-clause: ④ "회사"는 "콘텐츠"의 제공에 필요한 경우 정기점검을 실시할 수 있으며, 정기점검시간은 서비스 제공화면에 공지한 바에 따릅니다. [181, 926, 350, 937]
article [6, 698, 175, 754]
clause: ① "회사"는 과오금이 발생한 경우 이용대금의 결제와 동일한 방법으로 과오금 전액을 환불하여야 합니다. 다만, 동일한 방법으로 환불이 불가능할 때에는 이를 사전에 고지합니다. [181, 1267, 345, 1277]
article-title: 제7조 (회원에 대한 통지) [181, 313, 226, 318]
changed-clause: 이 약관은 회사가 온라인으로 제공하는 디지털콘텐츠(이하 "콘텐츠"라고 한다) 및 제반서비스의 이용과 관련하여 회사와 이용자와의 권리, 의무 및 책임사항 등을 규정함을 목적으로 합니다. [181, 26, 350, 37]
clause: 2. 실명이 아니거나 타인의 명의를 이용한 경우 [6, 354, 71, 359]
clause: ② "회사"는 부모 등 법정대리인의 동의에 대한 확인절차를 거치지 않은 14세 미만 이용자에 대하여는 가입을 취소 또는 불허합니다. [181, 458, 346, 468]
article-title: 제12조 (개인정보의 보호) [6, 523, 52, 528]
article-title: 제24조 (회원에 대한 계약해지 및 이용제한) [181, 1355, 257, 1361]
clause: ① "회원"은 다음 행위를 하여서는 안 됩니다. [6, 608, 69, 613]
clause: ① "회사"는 온라인 디지털콘텐츠산업 발전법, 전자상거래 등에서의 소비자보호에 관한 법률, 약관의 규제에 관한 법률 등 관련법을 위배하지 않는 범위에서 이 약관을 개정할 수 있습니다. [6, 190, 173, 199]
article-title: 제21조 (회원의 청약철회와 계약해제·해지의 효과) [6, 1014, 93, 1020]
article [181, 1506, 350, 1534]
article [181, 883, 350, 937]
changed-clause: ② 제1항의 정보를 전화 및 모사전송기기에 의하여 전송하려고 하는 경우에는 "회원"의 사전 동의를 받아서 전송합니다. 다만, "회원"의 거래관련 정보 및 고객문의 등에 대한 회신에 있어서는 제외됩니다. [181, 970, 350, 981]
clause: ② "회사"는 제1항과 같이 회원으로 가입할 것을 신청한 자가 다음 각 호에 해당하지 않는 한 신청한 자를 회원으로 등록합니다. [181, 374, 339, 383]
article [6, 18, 175, 37]
changed-clause: "회사"는 이 약관의 내용, 상호, 대표자 성명, 영업소 소재지 주소(소비자의 불만을 처리할 수 있는 곳의 주소를 포함), 전화번호, 모사전송번호, 전자우편주소, 사업자등록번호, 통신판매업 신고번호 및 개인정보관리책임자 등을 이용자가 쉽게 알 수 있도록 온라인 서비스 초기화면에 게시합니다. 다만, 약관은 이용자가 연결화면을 통하여 볼 수 있도록 할 수 있습니다. [181, 125, 350, 147]
clause: ③ 제2항의 경우에 해당 "회원"이 "회사"에 그 사실을 통지하지 않거나, 통지한 경우에도 "회사"의 안내에 따르지 않아 발생한 불이익에 대하여 "회사"는 책임지지 않습니다. [6, 505, 169, 515]
article [6, 181, 175, 241]
article-title: 제22조 (과오금) [181, 1259, 211, 1264]
changed-clause: ① "회사"는 콘텐츠산업 진흥법, 전자상거래 등에서의 소비자보호에 관한 법률, 약관의 규제에 관한 법률, 정보통신망 이용촉진 및 정보보호 등에 관한 법률 등 관련법을 위배하지 않는 범위에서 이 약관을 개정할 수 있습니다. [181, 213, 350, 224]
changed-clause: ③ "회원"은 "콘텐츠"의 일부를 이미 사용하거나 소비한 경우 해당 부분에 대하여 청약철회를 할 수 없습니다. 다만, "회사"가 이러한 사실을 사전에 명확하게 고지한 경우에 한합니다. [181, 1183, 350, 1194]
clause: ② "회원"이 계약을 해지할 경우, 관련법 및 개인정보처리방침에 따라 회사가 회원정보를 보유하는 경우를 제외하고는 해지 즉시 "회원"의 모든 데이터는 소멸됩니다. [181, 1338, 350, 1348]
article-title: 제24조 (회원에 대한 계약해지 및 이용제한) [6, 1142, 82, 1147]
clause: ③ "회사"는 "이용자"가 약관에 동의하기에 앞서 약관에 정하여져 있는 내용 중 청약철회, 과오납금의 환급, 계약 해제·해지 등과 같은 중요한 내용을 이해할 수 있도록 별도의 연결화면 또는 팝업화면 등을 제공하여 "이용자"의 확인을 구합니다. [6, 159, 169, 174]
changed-clause: ③ 본 조에 따른 세부절차는 정보통신망법 및 저작권법이 규정한 범위 내에서 "회사"가 정한 게시중단요청서비스에 따릅니다. [181, 1036, 350, 1046]
article [6, 434, 175, 469]
article-title: 제13조 (회사의 의무) [181, 626, 219, 632]
changed-clause: ⑤ "콘텐츠"라 함은 정보통신망에서 사용되는 부호·문자·도형·색채·음성·음향·이미지 및 영상 등(이들의 복합체를 포함한다)으로 표현된 자료 또는 정보를 말합니다. [181, 99, 350, 110]
article-title: 제19조 (저작권 등의 귀속) [6, 893, 53, 899]
article [6, 129, 175, 175]
clause: ③ "회사"는 "콘텐츠"서비스 제공과 관련하여 콘텐츠 화면, 홈페이지, 전자우편 등에 광고를 게재할 수 있습니다. 광고가 게재된 전자우편을 수신한 "회원"은 수신거절을 "회사"에게 할 수 있습니다. [181, 984, 346, 993]
article [6, 103, 175, 122]
article-title: 제1조 (목적) [181, 18, 204, 23]
changed-clause: 4. 이용자의 귀책사유로 인하여 승인이 불가능하거나 기타 규정한 제반 사항을 위반하며 신청하는 경우 [181, 416, 350, 422]
article [6, 278, 175, 305]
clause: ① "회원"의 게시물이 정보통신망법 및 저작권법 등 관련법에 위반되는 내용을 포함하는 경우, 권리자는 관련법이 정한 절차에 따라 해당 게시물의 게시중단 및 삭제 등을 요청할 수 있으며, "회사"는 관련법에 따라 조치를 취하여야 합니다. [6, 863, 169, 873]
clause: ② "이용자"라 함은 "회사"의 사이트에 접속하여 이 약관에 따라 "회사"가 제공하는 "콘텐츠" 및 제반서비스를 이용하는 회원 및 비회원을 말합니다. [181, 65, 346, 74]
clause: ③ 제2항의 변경사항을 "회사"에 알리지 않아 발생한 불이익에 대하여 "회사"는 책임지지 않습니다. [6, 464, 143, 468]
clause: ① "회사"는 "회원"이 이 약관의 의무를 위반하거나 "콘텐츠"의 정상적인 운영을 방해한 경우, 경고, 일시정지, 영구이용정지 등으로 "콘텐츠" 이용을 단계적으로 제한할 수 있습니다. [181, 1364, 333, 1373]
clause: ④ "비회원"이라 함은 "회원"이 아니면서 "회사"가 제공하는 서비스를 이용하는 자를 말합니다. [6, 92, 137, 96]
clause: ② "회사"는 "이용자"가 "회사"와 이 약관의 내용에 관하여 질의 및 응답을 할 수 있도록 기술적 장치를 설치합니다. [181, 175, 340, 179]
changed-clause: ③ "회사"는 "회원"이 "콘텐츠"와 관련하여 게재한 정보, 자료, 사실의 신뢰도, 정확성 등의 내용에 관하여는 책임을 지지 않습니다. 다만, "회사"의 고의 또는 중대한 과실이 있는 경우에는 그러하지 아니합니다. [181, 1476, 350, 1487]
clause: ③ "회사"가 약관을 개정할 경우에는 개정약관 공지 후 개정약관의 적용에 대한 "이용자"의 동의 여부를 확인합니다. 개정약관 공지시 "이용자"가 동의 또는 거부의 의사표시를 하지 않으면 승낙한 것으로 간주하겠다는 내용도 함께 공지한 경우에는 "이용자"가 약관 시행일까지 거부의사를 표시하지 않는다면 개정약관에 동의한 것으로 간주할 수 있습니다. [181, 246, 347, 261]
clause: 2. 제공되는 "콘텐츠"가 표시·광고 등과 상이하거나 현저한 차이가 있는 경우 [181, 1167, 287, 1172]
clause: ② "회원"이 이 약관의 규정을 위반함으로 인하여 "회사"에 손해가 발생하게 되는 경우, 이 약관을 위반한 "회원"은 "회사"에 발생하는 모든 손해를 배상하여야 합니다. [6, 1202, 164, 1212]
clause: ① "회사"는 "회원"이 청약철회를 한 경우 "회원"으로부터 받은 대금을 당해 "회원"이 청약을 철회한 날부터 3영업일 이내에 환급하며, 이용계약을 해제·해지한 경우 해제·해지한 날로부터 3영업일 이내에 대금의 결제와 동일한 방법으로 이를 환급하여야 합니다. [6, 1023, 168, 1038]
clause: ② "회사"는 컴퓨터 등 정보통신설비의 보수점검, 교체 및 고장, 통신두절 또는 운영상 상당한 이유가 있는 경우 "콘텐츠"의 제공을 일시적으로 중단할 수 있습니다. 이 경우 "회사"는 제7조에 정한 방법으로 "회원"에게 통지합니다. [181, 899, 350, 908]
clause: 이 약관은 대한민국 법률에 따라 규율되고 해석되며, "회사"와 "회원" 간에 발생한 분쟁으로 소송이 제기되는 경우, 민사소송법상의 관할법원에 제소합니다. [181, 1548, 339, 1558]
clause: ② "회사"는 제1항과 같이 회원으로 가입할 것을 신청한 자가 다음 각 호에 해당하지 않는 한 신청한 자를 회원으로 등록합니다. [6, 333, 164, 343]
clause: ② "회사"는 위 대금을 환급함에 있어서 "회원"이 신용카드 또는 전자화폐 등의 결제수단으로 재화 등의 대금을 지급한 때에는 지체 없이 당해 결제수단을 제공한 사업자로 하여금 재화 등의 대금의 청구를 정지 또는 취소하도록 요청합니다. [181, 1228, 346, 1238]
clause: ① "회원"의 아이디와 비밀번호에 관한 관리책임은 "회원"에게 있으며, 이를 제3자가 이용하도록 하여서는 안 됩니다. [181, 544, 343, 548]
changed-clause: 이 약관에서 정하지 아니한 사항과 이 약관의 해석에 관하여는 콘텐츠산업 진흥법, 전자상거래 등에서의 소비자보호에 관한 법률, 약관의 규제에 관한 법률, 문화체육관광부장관이 정하는 콘텐츠이용자보호지침, 기타 관계법령 또는 상관례에 따릅니다. [181, 290, 350, 307]
changed-clause: "회사"는 관련법령이 정하는 바에 따라서 "회원"등록정보를 포함한 "회원"의 개인정보를 보호하기 위하여 노력합니다. "회원" 개인정보의 보호 및 사용에 대해서는 관련법령 및 "회사"의 개인정보처리방침에 따릅니다. 다만, "회사"의 공식 사이트 이외의 연결된 사이트에서는 "회사"의 개인정보처리방침이 적용되지 않습니다. [181, 604, 350, 620]
clause: ① "회사"와 "콘텐츠"의 이용에 관한 계약을 체결한 "회원"은 수령일로부터 7일 이내에 청약의 철회를 할 수 있습니다. 다만, 청약철회에 관하여 온라인 디지털콘텐츠산업 발전법 및 전자상거래 등에서의 소비자보호에 관한 법률에 달리 정함이 있는 경우에는 동 법 규정에 따릅니다. [6, 954, 175, 969]
